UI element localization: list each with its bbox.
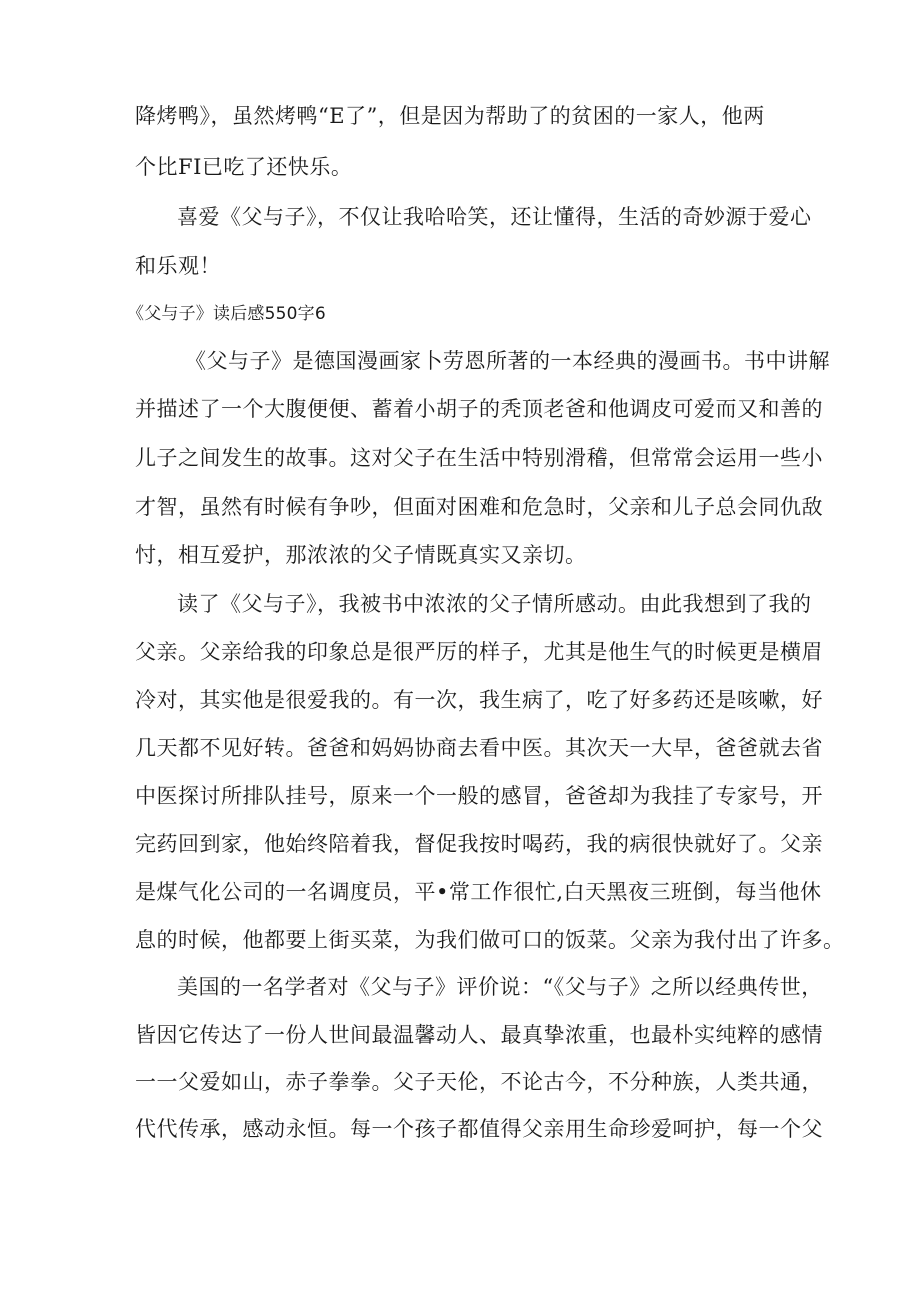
text-line: 《父与子》是德国漫画家卜劳恩所著的一本经典的漫画书。书中讲解	[185, 349, 830, 373]
text-line: 几天都不见好转。爸爸和妈妈协商去看中医。其次天一大早，爸爸就去省	[135, 736, 823, 760]
text-line: 是煤气化公司的一名调度员，平•常工作很忙,白天黑夜三班倒，每当他休	[135, 880, 822, 904]
text-line: 并描述了一个大腹便便、蓄着小胡子的秃顶老爸和他调皮可爱而又和善的	[135, 397, 823, 421]
text-line: 儿子之间发生的故事。这对父子在生活中特别滑稽，但常常会运用一些小	[135, 446, 823, 470]
text-line: 降烤鸭》，虽然烤鸭“E了”，但是因为帮助了的贫困的一家人，他两	[135, 104, 765, 128]
text-line: 才智，虽然有时候有争吵，但面对困难和危急时，父亲和儿子总会同仇敌	[135, 495, 823, 519]
text-line: 完药回到家，他始终陪着我，督促我按时喝药，我的病很快就好了。父亲	[135, 832, 823, 856]
text-line: 息的时候，他都要上街买菜，为我们做可口的饭菜。父亲为我付出了许多。	[135, 928, 845, 952]
text-line: 一一父爱如山，赤子拳拳。父子天伦，不论古今，不分种族，人类共通，	[135, 1070, 823, 1094]
text-line: 代代传承，感动永恒。每一个孩子都值得父亲用生命珍爱呵护，每一个父	[135, 1117, 823, 1141]
text-line: 喜爱《父与子》，不仅让我哈哈笑，还让懂得，生活的奇妙源于爱心	[177, 205, 812, 229]
text-line: 读了《父与子》，我被书中浓浓的父子情所感动。由此我想到了我的	[177, 592, 812, 616]
text-line: 中医探讨所排队挂号，原来一个一般的感冒，爸爸却为我挂了专家号，开	[135, 784, 823, 808]
text-line: 和乐观！	[135, 254, 221, 278]
text-line: 忖，相互爱护，那浓浓的父子情既真实又亲切。	[135, 543, 587, 567]
text-line: 个比FI已吃了还快乐。	[135, 155, 353, 179]
text-line: 皆因它传达了一份人世间最温馨动人、最真挚浓重，也最朴实纯粹的感情	[135, 1023, 823, 1047]
text-line: 父亲。父亲给我的印象总是很严厉的样子，尤其是他生气的时候更是横眉	[135, 640, 823, 664]
text-line: 美国的一名学者对《父与子》评价说：“《父与子》之所以经典传世，	[177, 975, 823, 999]
section-heading: 《父与子》读后感550字6	[127, 304, 326, 324]
text-line: 冷对，其实他是很爱我的。有一次，我生病了，吃了好多药还是咳嗽，好	[135, 688, 823, 712]
